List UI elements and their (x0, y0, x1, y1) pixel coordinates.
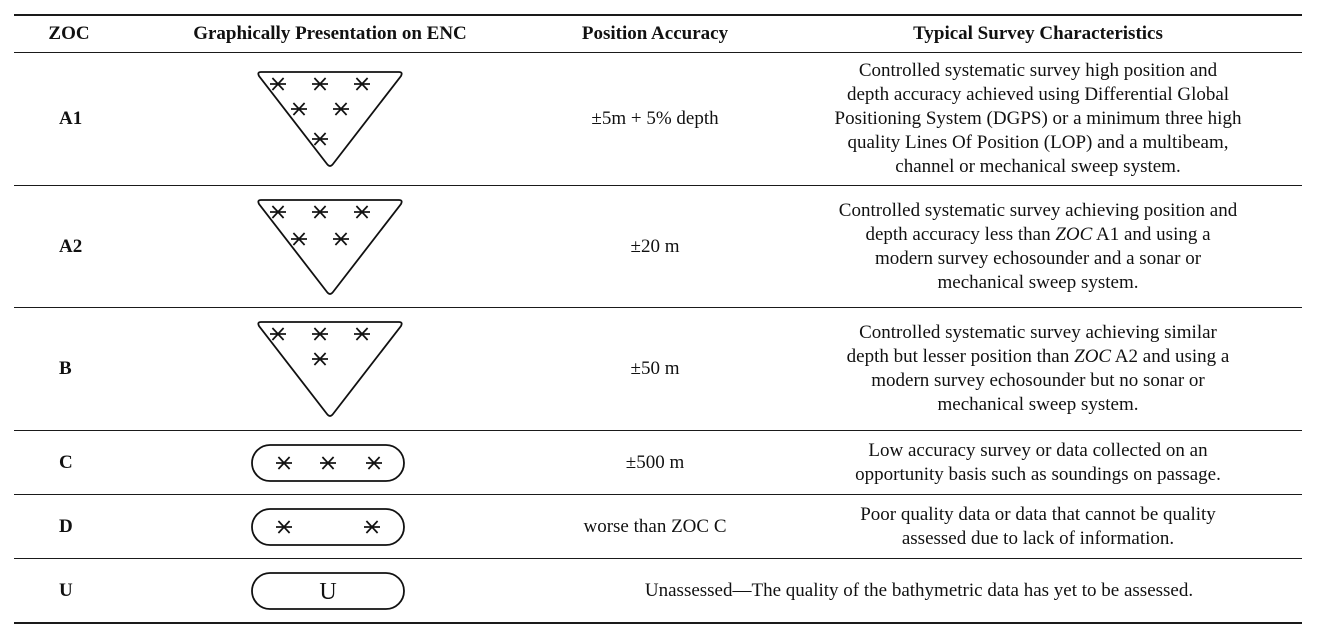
star-mark-icon (270, 206, 286, 218)
table-header-row (14, 15, 1302, 53)
zoc-symbol-cell (124, 495, 536, 559)
star-mark-icon (333, 233, 349, 245)
survey-line: modern survey echosounder but no sonar or (871, 370, 1205, 391)
survey-line: Controlled systematic survey achieving position and (838, 199, 1238, 221)
zoc-symbol-cell (124, 308, 536, 431)
star-mark-icon (291, 103, 307, 115)
table-row-u (14, 559, 1302, 624)
star-mark-icon (364, 521, 380, 533)
survey-line: channel or mechanical sweep system. (895, 156, 1181, 177)
position-accuracy: worse than ZOC C (536, 495, 774, 559)
zoc-table (14, 14, 1302, 624)
header-graphic: Graphically Presentation on ENC (124, 15, 536, 53)
survey-characteristics (774, 495, 1302, 559)
survey-line: opportunity basis such as soundings on passage. (855, 463, 1221, 485)
header-zoc: ZOC (14, 15, 124, 53)
survey-line: quality Lines Of Position (LOP) and a multibeam, (847, 132, 1229, 153)
table-row-b (14, 308, 1302, 431)
zoc-term: ZOC (1074, 346, 1112, 367)
star-mark-icon (312, 353, 328, 365)
zoc-code: B (14, 308, 124, 431)
survey-characteristics (774, 186, 1302, 308)
header-survey: Typical Survey Characteristics (774, 15, 1302, 53)
survey-line: Controlled systematic survey high position and (858, 60, 1218, 81)
star-mark-icon (354, 206, 370, 218)
zoc-symbol-cell (124, 186, 536, 308)
zoc-u-oval-letter-icon (250, 571, 410, 611)
star-mark-icon (354, 78, 370, 90)
survey-characteristics (774, 53, 1302, 186)
zoc-symbol-cell (124, 559, 536, 624)
zoc-code: C (14, 431, 124, 495)
zoc-d-oval-two-stars-icon (250, 507, 410, 547)
star-mark-icon (276, 457, 292, 469)
star-mark-icon (312, 133, 328, 145)
star-mark-icon (312, 206, 328, 218)
zoc-a2-triangle-five-stars-icon (250, 197, 410, 297)
star-mark-icon (354, 328, 370, 340)
survey-line: depth but lesser position than ZOC A2 and using a (846, 346, 1230, 367)
header-accuracy: Position Accuracy (536, 15, 774, 53)
survey-line: Controlled systematic survey achieving similar (859, 322, 1217, 343)
zoc-a1-triangle-six-stars-icon (250, 69, 410, 169)
zoc-b-triangle-four-stars-icon (250, 319, 410, 419)
position-accuracy: ±5m + 5% depth (536, 53, 774, 186)
star-mark-icon (312, 78, 328, 90)
zoc-code: U (59, 579, 73, 601)
zoc-code: D (14, 495, 124, 559)
star-mark-icon (333, 103, 349, 115)
survey-line: depth accuracy achieved using Differential Global (846, 84, 1230, 105)
star-mark-icon (270, 78, 286, 90)
star-mark-icon (270, 328, 286, 340)
zoc-symbol-cell (124, 431, 536, 495)
table-row-a1 (14, 53, 1302, 186)
survey-line: depth accuracy less than ZOC A1 and using a (865, 223, 1211, 245)
survey-characteristics (774, 431, 1302, 495)
star-mark-icon (276, 521, 292, 533)
survey-line: assessed due to lack of information. (901, 527, 1175, 549)
unassessed-description: Unassessed—The quality of the bathymetric data has yet to be assessed. (644, 579, 1194, 601)
survey-line: Positioning System (DGPS) or a minimum three high (834, 108, 1242, 129)
survey-characteristics (774, 308, 1302, 431)
table-row-c (14, 431, 1302, 495)
survey-line: Low accuracy survey or data collected on an (868, 439, 1208, 461)
survey-line: Poor quality data or data that cannot be quality (860, 503, 1216, 525)
table-row-a2 (14, 186, 1302, 308)
star-mark-icon (312, 328, 328, 340)
zoc-code: A1 (14, 53, 124, 186)
star-mark-icon (320, 457, 336, 469)
survey-line: mechanical sweep system. (937, 271, 1139, 293)
survey-line: modern survey echosounder and a sonar or (874, 247, 1202, 269)
table-row-d (14, 495, 1302, 559)
survey-line: mechanical sweep system. (937, 394, 1139, 415)
position-accuracy: ±500 m (536, 431, 774, 495)
zoc-u-symbol-letter: U (319, 578, 337, 605)
star-mark-icon (366, 457, 382, 469)
zoc-code: A2 (14, 186, 124, 308)
position-accuracy: ±50 m (536, 308, 774, 431)
position-accuracy: ±20 m (536, 186, 774, 308)
star-mark-icon (291, 233, 307, 245)
zoc-term: ZOC (1055, 223, 1093, 245)
zoc-c-oval-three-stars-icon (250, 443, 410, 483)
zoc-symbol-cell (124, 53, 536, 186)
